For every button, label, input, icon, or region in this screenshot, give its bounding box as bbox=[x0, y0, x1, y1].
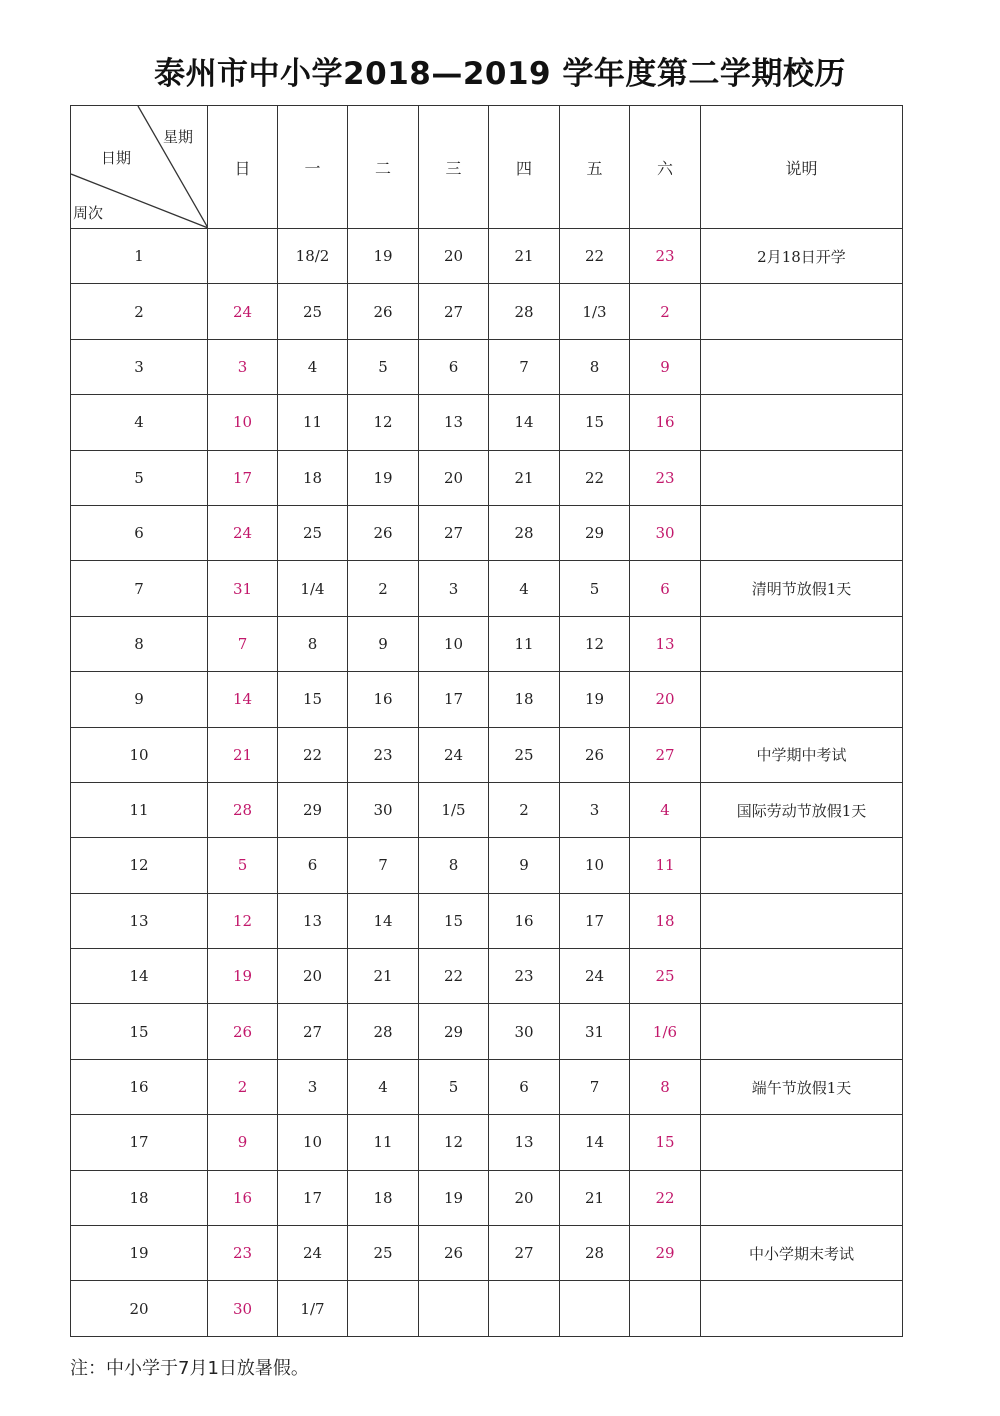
date-cell-sun: 24 bbox=[208, 284, 278, 339]
date-cell-thu: 23 bbox=[489, 949, 560, 1004]
date-cell-sun: 21 bbox=[208, 727, 278, 782]
date-cell-tue: 14 bbox=[348, 893, 419, 948]
date-cell-wed: 22 bbox=[419, 949, 489, 1004]
date-cell-sat: 18 bbox=[630, 893, 701, 948]
note-cell bbox=[701, 672, 903, 727]
date-cell-sat bbox=[630, 1281, 701, 1336]
date-cell-sat: 9 bbox=[630, 339, 701, 394]
header-day-tue: 二 bbox=[348, 106, 419, 229]
date-cell-tue: 30 bbox=[348, 782, 419, 837]
date-cell-sun: 19 bbox=[208, 949, 278, 1004]
week-number-cell: 7 bbox=[71, 561, 208, 616]
header-corner-cell bbox=[71, 106, 208, 229]
note-cell bbox=[701, 1170, 903, 1225]
note-cell bbox=[701, 339, 903, 394]
date-cell-thu: 20 bbox=[489, 1170, 560, 1225]
date-cell-thu: 4 bbox=[489, 561, 560, 616]
date-cell-thu: 27 bbox=[489, 1226, 560, 1281]
date-cell-fri: 14 bbox=[560, 1115, 630, 1170]
week-number-cell: 6 bbox=[71, 505, 208, 560]
date-cell-sat: 25 bbox=[630, 949, 701, 1004]
date-cell-wed: 3 bbox=[419, 561, 489, 616]
date-cell-mon: 18 bbox=[278, 450, 348, 505]
date-cell-sun: 30 bbox=[208, 1281, 278, 1336]
date-cell-wed: 8 bbox=[419, 838, 489, 893]
date-cell-tue bbox=[348, 1281, 419, 1336]
date-cell-mon: 8 bbox=[278, 616, 348, 671]
date-cell-mon: 10 bbox=[278, 1115, 348, 1170]
date-cell-sun: 28 bbox=[208, 782, 278, 837]
date-cell-sun: 16 bbox=[208, 1170, 278, 1225]
date-cell-thu: 21 bbox=[489, 450, 560, 505]
note-cell bbox=[701, 838, 903, 893]
note-cell bbox=[701, 616, 903, 671]
note-cell: 中小学期末考试 bbox=[701, 1226, 903, 1281]
date-cell-thu: 18 bbox=[489, 672, 560, 727]
week-number-cell: 10 bbox=[71, 727, 208, 782]
date-cell-sun: 9 bbox=[208, 1115, 278, 1170]
date-cell-fri: 26 bbox=[560, 727, 630, 782]
date-cell-mon: 25 bbox=[278, 505, 348, 560]
week-number-cell: 20 bbox=[71, 1281, 208, 1336]
week-number-cell: 11 bbox=[71, 782, 208, 837]
date-cell-thu: 28 bbox=[489, 505, 560, 560]
header-day-sat: 六 bbox=[630, 106, 701, 229]
date-cell-mon: 25 bbox=[278, 284, 348, 339]
week-number-cell: 19 bbox=[71, 1226, 208, 1281]
date-cell-thu: 11 bbox=[489, 616, 560, 671]
corner-label-weekday: 星期 bbox=[163, 128, 194, 146]
date-cell-thu: 21 bbox=[489, 229, 560, 284]
date-cell-sat: 11 bbox=[630, 838, 701, 893]
date-cell-thu: 30 bbox=[489, 1004, 560, 1059]
date-cell-tue: 16 bbox=[348, 672, 419, 727]
week-number-cell: 1 bbox=[71, 229, 208, 284]
date-cell-wed: 12 bbox=[419, 1115, 489, 1170]
date-cell-mon: 13 bbox=[278, 893, 348, 948]
date-cell-sat: 29 bbox=[630, 1226, 701, 1281]
note-cell bbox=[701, 284, 903, 339]
date-cell-wed: 1/5 bbox=[419, 782, 489, 837]
date-cell-sat: 22 bbox=[630, 1170, 701, 1225]
date-cell-fri: 28 bbox=[560, 1226, 630, 1281]
header-note: 说明 bbox=[701, 106, 903, 229]
note-cell bbox=[701, 395, 903, 450]
note-cell bbox=[701, 1281, 903, 1336]
date-cell-sun: 23 bbox=[208, 1226, 278, 1281]
date-cell-wed: 5 bbox=[419, 1059, 489, 1114]
week-number-cell: 15 bbox=[71, 1004, 208, 1059]
date-cell-tue: 9 bbox=[348, 616, 419, 671]
date-cell-tue: 19 bbox=[348, 450, 419, 505]
date-cell-sun bbox=[208, 229, 278, 284]
table-row bbox=[71, 1115, 903, 1170]
date-cell-fri: 10 bbox=[560, 838, 630, 893]
date-cell-sat: 23 bbox=[630, 229, 701, 284]
date-cell-fri: 7 bbox=[560, 1059, 630, 1114]
table-row bbox=[71, 1170, 903, 1225]
table-row bbox=[71, 893, 903, 948]
date-cell-tue: 12 bbox=[348, 395, 419, 450]
table-row bbox=[71, 284, 903, 339]
week-number-cell: 17 bbox=[71, 1115, 208, 1170]
date-cell-sat: 6 bbox=[630, 561, 701, 616]
date-cell-sat: 2 bbox=[630, 284, 701, 339]
note-cell: 国际劳动节放假1天 bbox=[701, 782, 903, 837]
date-cell-fri: 31 bbox=[560, 1004, 630, 1059]
date-cell-thu: 2 bbox=[489, 782, 560, 837]
week-number-cell: 2 bbox=[71, 284, 208, 339]
date-cell-tue: 5 bbox=[348, 339, 419, 394]
table-row bbox=[71, 1281, 903, 1336]
date-cell-fri: 19 bbox=[560, 672, 630, 727]
date-cell-wed: 20 bbox=[419, 229, 489, 284]
date-cell-mon: 18/2 bbox=[278, 229, 348, 284]
date-cell-wed: 27 bbox=[419, 505, 489, 560]
date-cell-tue: 7 bbox=[348, 838, 419, 893]
date-cell-mon: 17 bbox=[278, 1170, 348, 1225]
date-cell-fri: 8 bbox=[560, 339, 630, 394]
footnote: 注：中小学于7月1日放暑假。 bbox=[70, 1358, 309, 1379]
date-cell-tue: 26 bbox=[348, 505, 419, 560]
header-day-wed: 三 bbox=[419, 106, 489, 229]
date-cell-sat: 27 bbox=[630, 727, 701, 782]
date-cell-thu: 6 bbox=[489, 1059, 560, 1114]
date-cell-wed: 29 bbox=[419, 1004, 489, 1059]
week-number-cell: 3 bbox=[71, 339, 208, 394]
date-cell-sun: 7 bbox=[208, 616, 278, 671]
note-cell bbox=[701, 1115, 903, 1170]
header-day-fri: 五 bbox=[560, 106, 630, 229]
week-number-cell: 13 bbox=[71, 893, 208, 948]
date-cell-mon: 1/7 bbox=[278, 1281, 348, 1336]
date-cell-mon: 22 bbox=[278, 727, 348, 782]
date-cell-tue: 2 bbox=[348, 561, 419, 616]
date-cell-tue: 19 bbox=[348, 229, 419, 284]
date-cell-fri: 17 bbox=[560, 893, 630, 948]
date-cell-sun: 14 bbox=[208, 672, 278, 727]
date-cell-sun: 26 bbox=[208, 1004, 278, 1059]
date-cell-thu: 7 bbox=[489, 339, 560, 394]
note-cell bbox=[701, 450, 903, 505]
week-number-cell: 9 bbox=[71, 672, 208, 727]
table-row bbox=[71, 727, 903, 782]
date-cell-sat: 13 bbox=[630, 616, 701, 671]
date-cell-thu bbox=[489, 1281, 560, 1336]
date-cell-sun: 2 bbox=[208, 1059, 278, 1114]
date-cell-thu: 14 bbox=[489, 395, 560, 450]
week-number-cell: 4 bbox=[71, 395, 208, 450]
date-cell-sun: 17 bbox=[208, 450, 278, 505]
date-cell-tue: 25 bbox=[348, 1226, 419, 1281]
note-cell: 清明节放假1天 bbox=[701, 561, 903, 616]
week-number-cell: 8 bbox=[71, 616, 208, 671]
date-cell-mon: 29 bbox=[278, 782, 348, 837]
date-cell-sun: 12 bbox=[208, 893, 278, 948]
date-cell-wed bbox=[419, 1281, 489, 1336]
date-cell-fri: 22 bbox=[560, 229, 630, 284]
table-row bbox=[71, 561, 903, 616]
date-cell-wed: 10 bbox=[419, 616, 489, 671]
date-cell-sat: 20 bbox=[630, 672, 701, 727]
table-row bbox=[71, 229, 903, 284]
date-cell-sun: 10 bbox=[208, 395, 278, 450]
date-cell-fri: 29 bbox=[560, 505, 630, 560]
date-cell-fri: 5 bbox=[560, 561, 630, 616]
date-cell-wed: 19 bbox=[419, 1170, 489, 1225]
table-row bbox=[71, 1226, 903, 1281]
table-row bbox=[71, 672, 903, 727]
date-cell-sat: 15 bbox=[630, 1115, 701, 1170]
date-cell-mon: 15 bbox=[278, 672, 348, 727]
table-row bbox=[71, 782, 903, 837]
date-cell-fri: 15 bbox=[560, 395, 630, 450]
date-cell-wed: 27 bbox=[419, 284, 489, 339]
week-number-cell: 18 bbox=[71, 1170, 208, 1225]
date-cell-sat: 30 bbox=[630, 505, 701, 560]
week-number-cell: 16 bbox=[71, 1059, 208, 1114]
date-cell-tue: 26 bbox=[348, 284, 419, 339]
note-cell: 2月18日开学 bbox=[701, 229, 903, 284]
date-cell-tue: 11 bbox=[348, 1115, 419, 1170]
school-calendar-table bbox=[70, 105, 903, 1337]
header-day-mon: 一 bbox=[278, 106, 348, 229]
date-cell-thu: 28 bbox=[489, 284, 560, 339]
date-cell-fri: 21 bbox=[560, 1170, 630, 1225]
corner-label-week: 周次 bbox=[73, 204, 104, 222]
date-cell-tue: 23 bbox=[348, 727, 419, 782]
note-cell: 中学期中考试 bbox=[701, 727, 903, 782]
date-cell-tue: 18 bbox=[348, 1170, 419, 1225]
table-row bbox=[71, 1004, 903, 1059]
date-cell-mon: 1/4 bbox=[278, 561, 348, 616]
date-cell-mon: 4 bbox=[278, 339, 348, 394]
note-cell bbox=[701, 1004, 903, 1059]
table-row bbox=[71, 616, 903, 671]
date-cell-thu: 9 bbox=[489, 838, 560, 893]
week-number-cell: 5 bbox=[71, 450, 208, 505]
date-cell-thu: 16 bbox=[489, 893, 560, 948]
date-cell-thu: 13 bbox=[489, 1115, 560, 1170]
date-cell-mon: 27 bbox=[278, 1004, 348, 1059]
date-cell-thu: 25 bbox=[489, 727, 560, 782]
date-cell-fri bbox=[560, 1281, 630, 1336]
date-cell-wed: 6 bbox=[419, 339, 489, 394]
date-cell-mon: 24 bbox=[278, 1226, 348, 1281]
date-cell-sun: 5 bbox=[208, 838, 278, 893]
date-cell-wed: 26 bbox=[419, 1226, 489, 1281]
week-number-cell: 12 bbox=[71, 838, 208, 893]
table-row bbox=[71, 339, 903, 394]
date-cell-mon: 3 bbox=[278, 1059, 348, 1114]
date-cell-fri: 3 bbox=[560, 782, 630, 837]
date-cell-wed: 20 bbox=[419, 450, 489, 505]
date-cell-wed: 13 bbox=[419, 395, 489, 450]
header-row bbox=[71, 106, 903, 229]
date-cell-sat: 23 bbox=[630, 450, 701, 505]
date-cell-sat: 8 bbox=[630, 1059, 701, 1114]
table-row bbox=[71, 505, 903, 560]
date-cell-fri: 12 bbox=[560, 616, 630, 671]
note-cell bbox=[701, 505, 903, 560]
header-day-thu: 四 bbox=[489, 106, 560, 229]
date-cell-sat: 4 bbox=[630, 782, 701, 837]
date-cell-tue: 4 bbox=[348, 1059, 419, 1114]
date-cell-fri: 24 bbox=[560, 949, 630, 1004]
note-cell bbox=[701, 893, 903, 948]
table-row bbox=[71, 395, 903, 450]
page-title: 泰州市中小学2018—2019 学年度第二学期校历 bbox=[154, 56, 846, 92]
date-cell-sun: 31 bbox=[208, 561, 278, 616]
week-number-cell: 14 bbox=[71, 949, 208, 1004]
date-cell-sun: 24 bbox=[208, 505, 278, 560]
corner-label-date: 日期 bbox=[101, 149, 132, 167]
table-row bbox=[71, 949, 903, 1004]
table-row bbox=[71, 450, 903, 505]
date-cell-wed: 24 bbox=[419, 727, 489, 782]
date-cell-fri: 1/3 bbox=[560, 284, 630, 339]
date-cell-wed: 15 bbox=[419, 893, 489, 948]
date-cell-mon: 6 bbox=[278, 838, 348, 893]
date-cell-sun: 3 bbox=[208, 339, 278, 394]
calendar-body bbox=[71, 229, 903, 1337]
date-cell-fri: 22 bbox=[560, 450, 630, 505]
note-cell bbox=[701, 949, 903, 1004]
table-row bbox=[71, 838, 903, 893]
date-cell-mon: 11 bbox=[278, 395, 348, 450]
table-row bbox=[71, 1059, 903, 1114]
date-cell-sat: 16 bbox=[630, 395, 701, 450]
header-day-sun: 日 bbox=[208, 106, 278, 229]
date-cell-sat: 1/6 bbox=[630, 1004, 701, 1059]
note-cell: 端午节放假1天 bbox=[701, 1059, 903, 1114]
date-cell-tue: 21 bbox=[348, 949, 419, 1004]
date-cell-tue: 28 bbox=[348, 1004, 419, 1059]
date-cell-wed: 17 bbox=[419, 672, 489, 727]
date-cell-mon: 20 bbox=[278, 949, 348, 1004]
